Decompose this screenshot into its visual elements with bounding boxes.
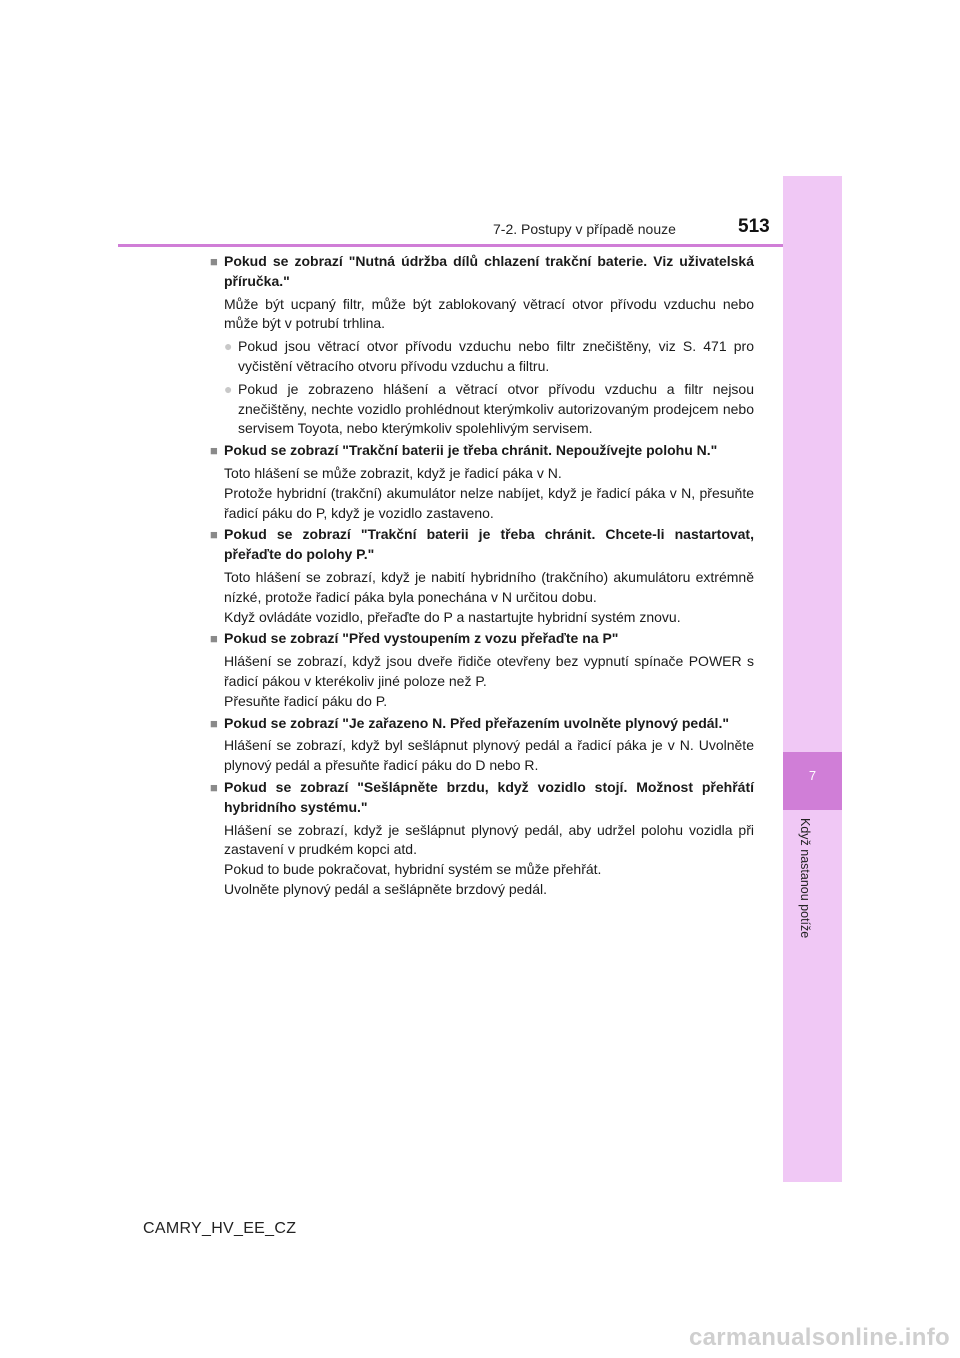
item-body-line: Protože hybridní (trakční) akumulátor nelze nabíjet, když je řadicí páka v N, přesuňte řadicí páku do P, když je vozidlo zastaveno. [224, 484, 754, 521]
circle-bullet-icon: ● [224, 338, 233, 355]
circle-bullet-icon: ● [224, 380, 233, 397]
item-body-line: Toto hlášení se zobrazí, když je nabití hybridního (trakčního) akumulátoru extrémně nízké, protože řadicí páka byla ponechána v N určitou dobu. [224, 568, 754, 605]
item-body-line: Pokud to bude pokračovat, hybridní systém se může přehřát. [224, 861, 602, 878]
bullet-text: Pokud je zobrazeno hlášení a větrací otvor přívodu vzduchu a filtr nejsou znečištěny, nechte vozidlo prohlédnout kterýmkoliv autorizovaným prodejcem nebo servisem Toyota, nebo kterýmkoliv spolehlivým servisem. [238, 380, 754, 437]
message-item [210, 441, 754, 523]
message-item [210, 525, 754, 627]
square-bullet-icon: ■ [210, 254, 218, 269]
watermark: carmanualsonline.info [688, 1324, 950, 1351]
item-body-line: Uvolněte plynový pedál a sešlápněte brzdový pedál. [224, 880, 547, 897]
item-title: Pokud se zobrazí "Před vystoupením z vozu přeřaďte na P" [224, 630, 619, 647]
bullet-text: Pokud jsou větrací otvor přívodu vzduchu nebo filtr znečištěny, viz S. 471 pro vyčistění větracího otvoru přívodu vzduchu a filtru. [238, 338, 754, 374]
item-title: Pokud se zobrazí "Nutná údržba dílů chlazení trakční baterie. Viz uživatelská příručka." [224, 253, 754, 289]
item-body-line: Hlášení se zobrazí, když byl sešlápnut plynový pedál a řadicí páka je v N. Uvolněte plynový pedál a přesuňte řadicí páku do D nebo R. [224, 737, 754, 774]
square-bullet-icon: ■ [210, 443, 218, 459]
item-body-line: Hlášení se zobrazí, když jsou dveře řidiče otevřeny bez vypnutí spínače POWER s řadicí pákou v kterékoliv jiné poloze než P. [224, 653, 754, 689]
chapter-title: Když nastanou potíže [798, 818, 812, 939]
chapter-number: 7 [808, 768, 817, 783]
chapter-side-tab [783, 176, 842, 1182]
square-bullet-icon: ■ [210, 527, 218, 543]
item-title: Pokud se zobrazí "Je zařazeno N. Před přeřazením uvolněte plynový pedál." [224, 714, 729, 731]
item-title: Pokud se zobrazí "Trakční baterii je třeba chránit. Chcete-li nastartovat, přeřaďte do polohy P." [224, 526, 754, 563]
section-heading: 7-2. Postupy v případě nouze [493, 221, 676, 237]
message-item [210, 629, 754, 711]
item-body-line: Toto hlášení se může zobrazit, když je řadicí páka v N. [224, 464, 562, 481]
message-item [210, 714, 754, 776]
square-bullet-icon: ■ [210, 779, 218, 795]
page-number: 513 [738, 216, 770, 237]
page-content [210, 252, 754, 902]
document-code: CAMRY_HV_EE_CZ [143, 1220, 297, 1237]
item-title: Pokud se zobrazí "Sešlápněte brzdu, když vozidlo stojí. Možnost přehřátí hybridního systému." [224, 778, 754, 815]
item-body: Může být ucpaný filtr, může být zablokovaný větrací otvor přívodu vzduchu nebo může být v potrubí trhlina. [224, 295, 754, 332]
item-body-line: Přesuňte řadicí páku do P. [224, 692, 388, 709]
item-body-line: Když ovládáte vozidlo, přeřaďte do P a nastartujte hybridní systém znovu. [224, 608, 681, 625]
square-bullet-icon: ■ [210, 715, 218, 731]
message-item [210, 252, 754, 439]
message-item [210, 778, 754, 900]
item-title: Pokud se zobrazí "Trakční baterii je třeba chránit. Nepoužívejte polohu N." [224, 442, 718, 459]
item-body-line: Hlášení se zobrazí, když je sešlápnut plynový pedál, aby udržel polohu vozidla při zastavení v prudkém kopci atd. [224, 821, 754, 858]
header-divider [118, 244, 784, 247]
square-bullet-icon: ■ [210, 631, 218, 647]
bullet-item [224, 380, 754, 439]
bullet-item [224, 337, 754, 377]
